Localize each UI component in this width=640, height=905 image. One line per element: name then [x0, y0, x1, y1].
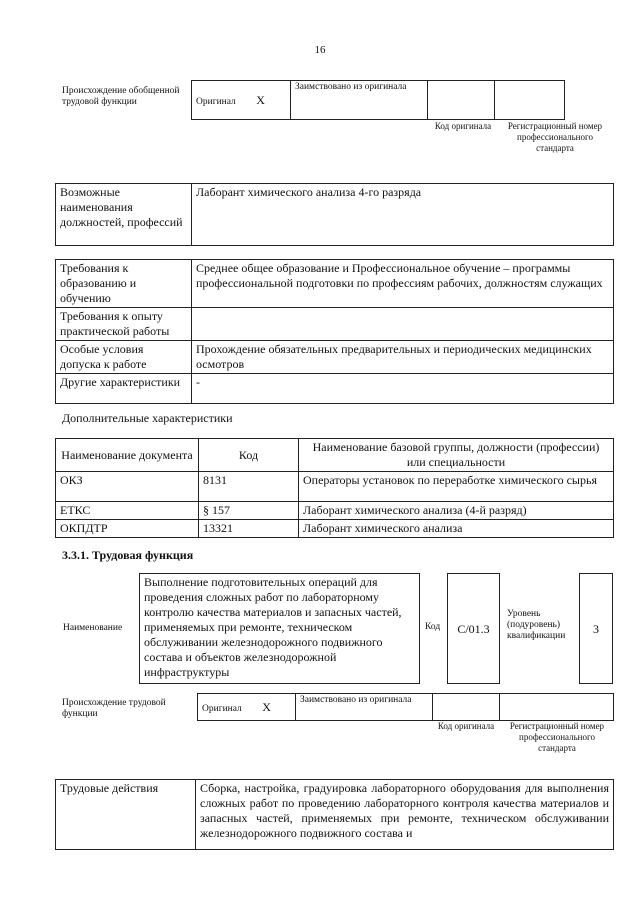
code-cell: 13321	[199, 520, 299, 538]
code-cell: § 157	[199, 502, 299, 520]
experience-value	[192, 308, 614, 341]
reg-number-cell	[500, 694, 614, 721]
other-value: -	[192, 374, 614, 404]
reg-number-cell	[495, 81, 565, 120]
reg-number-caption: Регистрационный номер профессионального стандарта	[509, 721, 605, 753]
original-mark: X	[262, 699, 271, 714]
doc-cell: ОКЗ	[56, 472, 199, 502]
education-value: Среднее общее образование и Профессиональное обучение – программы профессиональной подготовки по профессиям рабочих, должностям служащих	[192, 260, 614, 308]
origin-label: Происхождение обобщенной трудовой функции	[62, 86, 180, 107]
name-cell: Лаборант химического анализа (4-й разряд)	[299, 502, 614, 520]
original-label: Оригинал	[202, 703, 242, 714]
function-name-label: Наименование	[63, 623, 123, 633]
borrowed-label: Заимствовано из оригинала	[296, 694, 433, 721]
actions-value: Сборка, настройка, градуировка лабораторного оборудования для выполнения сложных работ по проведению лабораторного контроля качества материалов и запасных частей, применяемых при ремонте, техническом обслуживании железнодорожного подвижного состава и	[196, 780, 614, 850]
function-name-value: Выполнение подготовительных операций для проведения сложных работ по лабораторному контролю качества материалов и запасных частей, применяемых при ремонте, техническом обслуживании железнодорожного подвижного состава и объектов железнодорожной инфраструктуры	[139, 573, 420, 684]
doc-cell: ОКПДТР	[56, 520, 199, 538]
additional-table	[55, 438, 614, 538]
page-number: 16	[314, 44, 326, 56]
other-label: Другие характеристики	[56, 374, 192, 404]
function-code-label: Код	[425, 622, 441, 632]
code-cell: 8131	[199, 472, 299, 502]
education-label: Требования к образованию и обучению	[56, 260, 192, 308]
doc-cell: ЕТКС	[56, 502, 199, 520]
table-row	[56, 502, 614, 520]
actions-label: Трудовые действия	[56, 780, 196, 850]
section-heading: 3.3.1. Трудовая функция	[62, 548, 194, 562]
code-original-caption: Код оригинала	[437, 721, 495, 731]
header-code: Код	[199, 439, 299, 472]
table-row	[56, 520, 614, 538]
admission-value: Прохождение обязательных предварительных и периодических медицинских осмотров	[192, 341, 614, 374]
positions-label: Возможные наименования должностей, профессий	[56, 184, 192, 246]
original-label: Оригинал	[196, 96, 236, 107]
original-mark: X	[256, 92, 265, 107]
actions-table	[55, 779, 614, 850]
original-code-cell	[428, 81, 495, 120]
borrowed-label: Заимствовано из оригинала	[291, 81, 428, 120]
level-value: 3	[579, 573, 613, 684]
name-cell: Лаборант химического анализа	[299, 520, 614, 538]
level-label: Уровень (подуровень) квалификации	[507, 609, 566, 641]
header-group-name: Наименование базовой группы, должности (профессии) или специальности	[299, 439, 614, 472]
code-original-caption: Код оригинала	[434, 121, 492, 131]
table-row	[56, 472, 614, 502]
positions-table	[55, 183, 614, 246]
positions-value: Лаборант химического анализа 4-го разряда	[192, 184, 614, 246]
origin2-table	[197, 693, 614, 721]
experience-label: Требования к опыту практической работы	[56, 308, 192, 341]
original-code-cell	[433, 694, 500, 721]
reg-number-caption: Регистрационный номер профессионального стандарта	[507, 121, 603, 153]
admission-label: Особые условия допуска к работе	[56, 341, 192, 374]
origin-table	[191, 80, 565, 120]
requirements-table	[55, 259, 614, 404]
header-document: Наименование документа	[56, 439, 199, 472]
additional-title: Дополнительные характеристики	[62, 411, 233, 425]
origin2-label: Происхождение трудовой функции	[62, 698, 166, 719]
function-code-value: C/01.3	[447, 573, 500, 684]
name-cell: Операторы установок по переработке химического сырья	[299, 472, 614, 502]
